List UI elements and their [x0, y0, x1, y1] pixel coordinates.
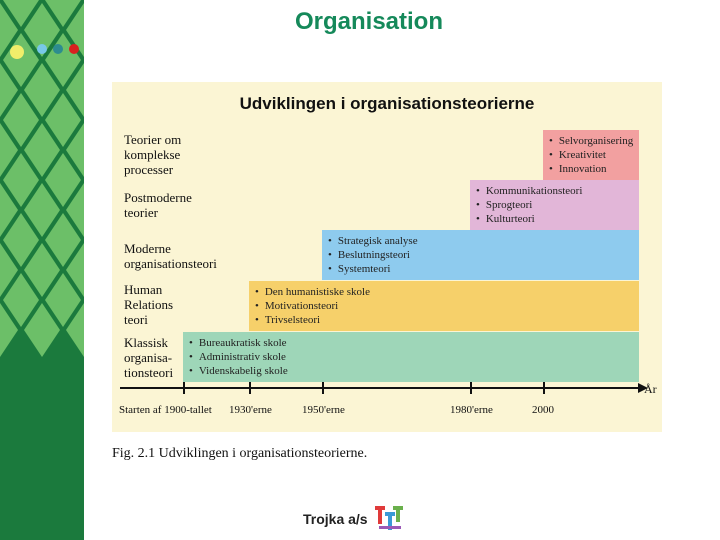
- level-label-modern: Moderne organisationsteori: [124, 241, 217, 271]
- band-item: • Kulturteori: [476, 212, 639, 226]
- axis-tick: [470, 382, 472, 394]
- band-item: • Bureaukratisk skole: [189, 336, 639, 350]
- axis-label-1950: 1950'erne: [302, 404, 345, 416]
- axis-label-1900: Starten af 1900-tallet: [119, 404, 212, 416]
- lightblue-dot-icon: [37, 44, 47, 54]
- theory-diagram: [112, 82, 662, 432]
- axis-tick: [183, 382, 185, 394]
- band-item: • Videnskabelig skole: [189, 364, 639, 378]
- band-item: • Innovation: [549, 162, 639, 176]
- level-label-postmodern: Postmoderne teorier: [124, 190, 192, 220]
- band-item: • Sprogteori: [476, 198, 639, 212]
- band-item: • Den humanistiske skole: [255, 285, 639, 299]
- band-item: • Trivselsteori: [255, 313, 639, 327]
- band-item: • Motivationsteori: [255, 299, 639, 313]
- decorative-sidebar: [0, 0, 84, 540]
- trojka-logo-icon: [371, 502, 407, 534]
- band-human-relations: [249, 281, 639, 331]
- diamond-pattern: [0, 0, 84, 540]
- axis-tick: [543, 382, 545, 394]
- logo-text: Trojka a/s: [303, 511, 368, 527]
- axis-tick: [249, 382, 251, 394]
- band-classic: [183, 332, 639, 382]
- band-complex: [543, 130, 639, 180]
- figure-caption: Fig. 2.1 Udviklingen i organisationsteorierne.: [112, 446, 368, 461]
- band-modern: [322, 230, 639, 280]
- page-title: Organisation: [294, 8, 444, 35]
- level-label-human-relations: Human Relations teori: [124, 282, 174, 327]
- axis-unit-label: År: [644, 382, 657, 396]
- band-item: • Kommunikationsteori: [476, 184, 639, 198]
- band-item: • Kreativitet: [549, 148, 639, 162]
- red-dot-icon: [69, 44, 79, 54]
- axis-tick: [322, 382, 324, 394]
- time-axis: [120, 387, 640, 389]
- band-item: • Beslutningsteori: [328, 248, 639, 262]
- level-label-complex: Teorier om komplekse processer: [124, 132, 182, 177]
- band-item: • Systemteori: [328, 262, 639, 276]
- axis-label-1980: 1980'erne: [450, 404, 493, 416]
- level-label-classic: Klassisk organisa- tionsteori: [124, 335, 174, 380]
- band-item: • Selvorganisering: [549, 134, 639, 148]
- yellow-dot-icon: [10, 45, 24, 59]
- band-item: • Administrativ skole: [189, 350, 639, 364]
- axis-label-1930: 1930'erne: [229, 404, 272, 416]
- axis-label-2000: 2000: [532, 404, 554, 416]
- diagram-title: Udviklingen i organisationsteorierne: [239, 94, 535, 113]
- band-item: • Strategisk analyse: [328, 234, 639, 248]
- teal-dot-icon: [53, 44, 63, 54]
- band-postmodern: [470, 180, 639, 230]
